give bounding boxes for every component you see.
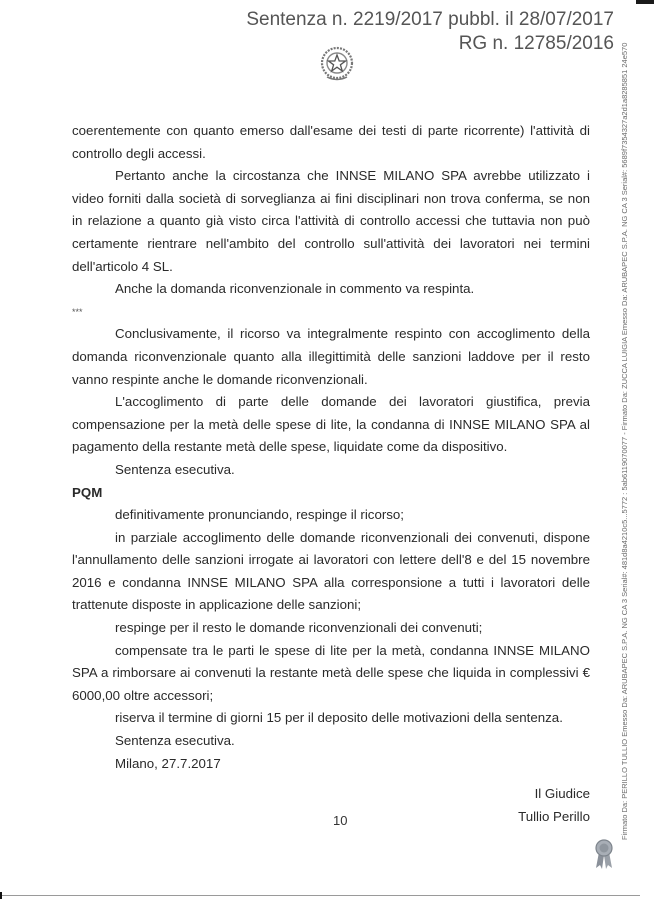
rg-reference: RG n. 12785/2016 xyxy=(458,33,614,54)
document-body xyxy=(72,120,590,828)
page-number: 10 xyxy=(333,813,348,828)
paragraph: Pertanto anche la circostanza che INNSE MILANO SPA avrebbe utilizzato i video forniti dalla società di sorveglianza ai fini disciplinari non trova conferma, se non in relazione a quanto già visto circa l'attività di controllo accessi che tuttavia non può certamente rientrare nell'ambito del controllo sull'attività dei lavoratori nei termini dell'articolo 4 SL. xyxy=(72,168,590,274)
document-header xyxy=(246,8,614,56)
paragraph: Sentenza esecutiva. xyxy=(115,461,235,477)
paragraph: Sentenza esecutiva. xyxy=(115,733,235,749)
signature-strip-text: Firmato Da: PERILLO TULLIO Emesso Da: ARUBAPEC S.P.A. NG CA 3 Serial#: 481d8a4210c5...5772 : 5ab6119070077 - Firmato Da: ZUCCA LUIGIA Emesso Da: ARUBAPEC S.P.A. NG CA 3 Serial#: 5689f7354327a2d1a8285851 24e570 xyxy=(620,42,629,840)
paragraph: Anche la domanda riconvenzionale in commento va respinta. xyxy=(115,281,475,297)
paragraph: L'accoglimento di parte delle domande dei lavoratori giustifica, previa compensazione per la metà delle spese di lite, la condanna di INNSE MILANO SPA al pagamento della restante metà delle spese, liquidate come da dispositivo. xyxy=(72,394,590,455)
sentence-reference: Sentenza n. 2219/2017 pubbl. il 28/07/2017 xyxy=(246,9,614,30)
page-bottom-edge xyxy=(0,895,640,896)
date-place: Milano, 27.7.2017 xyxy=(115,755,221,771)
paragraph: coerentemente con quanto emerso dall'esame dei testi di parte ricorrente) l'attività di controllo degli accessi. xyxy=(72,123,590,161)
judge-title: Il Giudice xyxy=(534,786,590,802)
certified-ribbon-icon xyxy=(593,838,615,870)
paragraph: in parziale accoglimento delle domande riconvenzionali dei convenuti, dispone l'annullamento delle sanzioni irrogate ai lavoratori con lettere dell'8 e del 15 novembre 2016 e condanna INNSE MILANO SPA alla corresponsione a tutti i lavoratori delle trattenute disposte in applicazione delle sanzioni; xyxy=(72,529,590,613)
section-separator: *** xyxy=(72,306,83,317)
judge-name: Tullio Perillo xyxy=(518,808,590,824)
pqm-heading: PQM xyxy=(72,484,103,500)
italian-republic-emblem-icon xyxy=(319,46,355,82)
paragraph: Conclusivamente, il ricorso va integralmente respinto con accoglimento della domanda riconvenzionale quanto alla illegittimità delle sanzioni laddove per il resto vanno respinte anche le domande riconvenzionali. xyxy=(72,326,590,387)
paragraph: respinge per il resto le domande riconvenzionali dei convenuti; xyxy=(115,620,483,636)
scan-edge-mark xyxy=(636,0,654,4)
digital-signature-strip xyxy=(620,42,632,840)
scan-edge-mark xyxy=(0,892,2,899)
paragraph: riserva il termine di giorni 15 per il deposito delle motivazioni della sentenza. xyxy=(115,710,563,726)
paragraph: compensate tra le parti le spese di lite per la metà, condanna INNSE MILANO SPA a rimborsare ai convenuti la restante metà delle spese che liquida in complessivi € 6000,00 oltre accessori; xyxy=(72,642,590,703)
paragraph: definitivamente pronunciando, respinge il ricorso; xyxy=(115,507,404,523)
